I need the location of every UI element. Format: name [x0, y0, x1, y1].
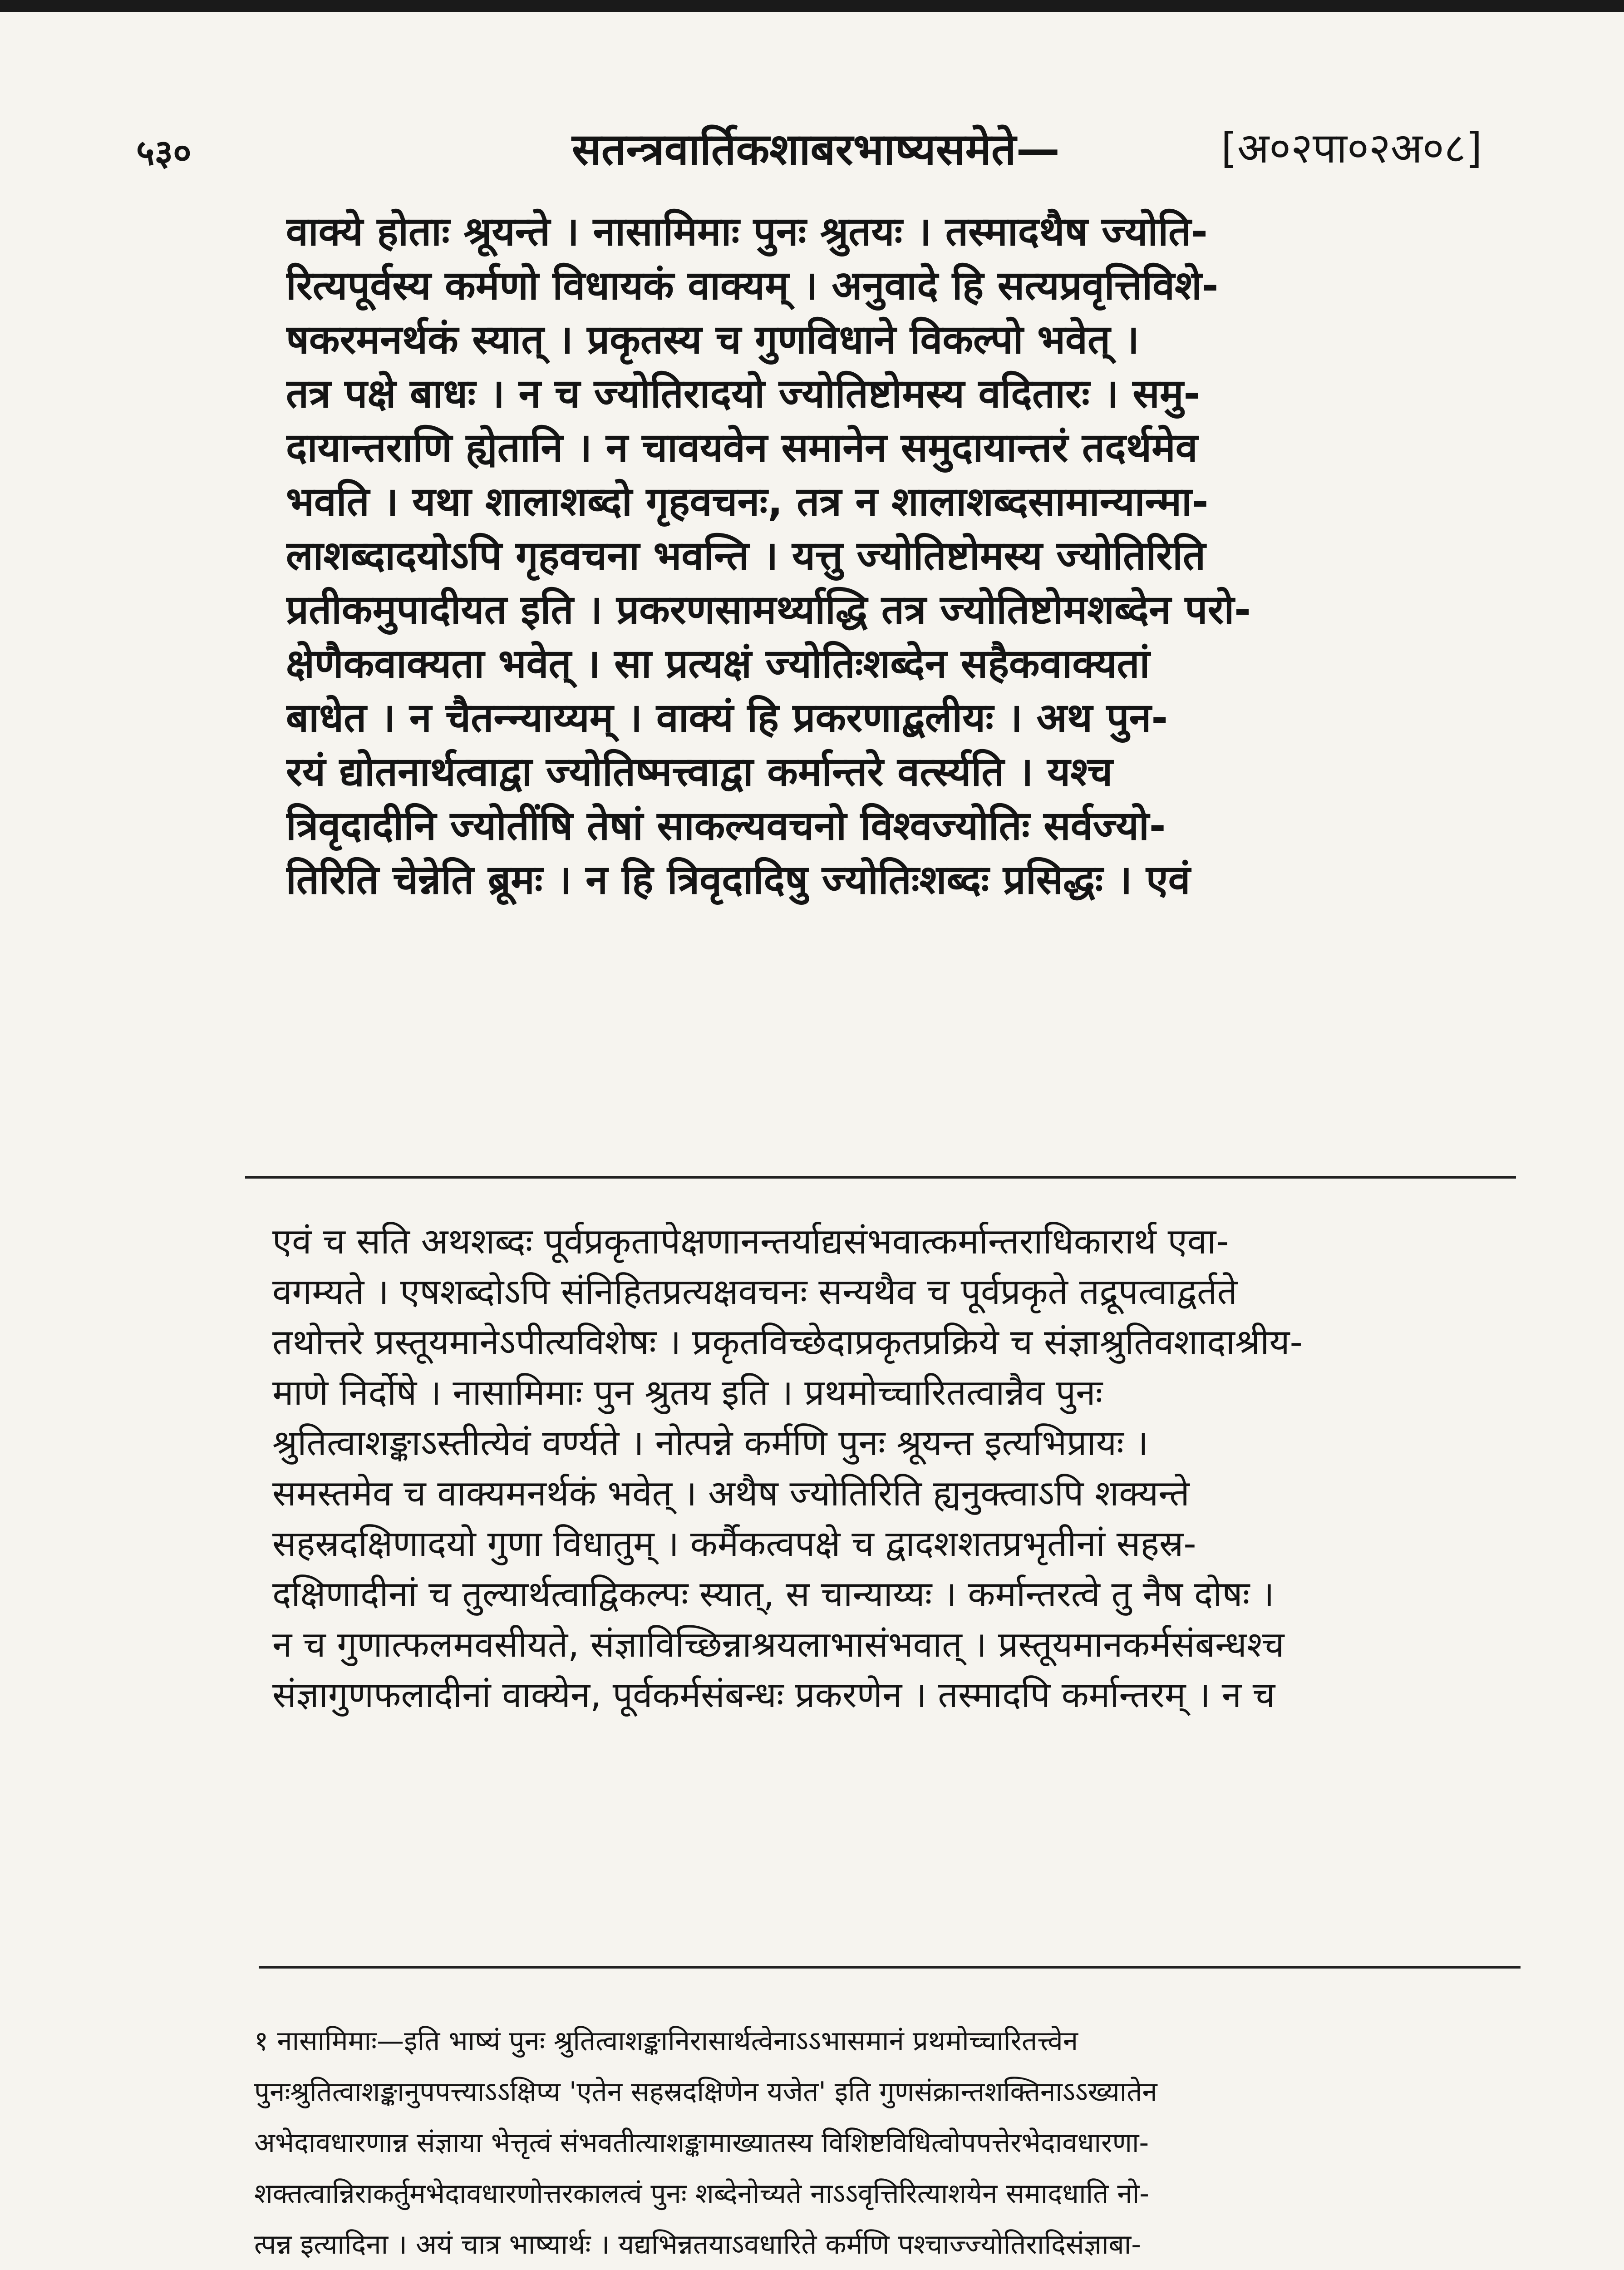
commentary-line: वगम्यते । एषशब्दोऽपि संनिहितप्रत्यक्षवचनः सन्यथैव च पूर्वप्रकृते तद्रूपत्वाद्वर्तते [272, 1272, 1237, 1313]
commentary-line: संज्ञागुणफलादीनां वाक्येन, पूर्वकर्मसंबन्धः प्रकरणेन । तस्मादपि कर्मान्तरम् । न च [272, 1675, 1275, 1716]
running-title: सतन्त्रवार्तिकशाबरभाष्यसमेते— [572, 124, 1060, 175]
commentary-line: न च गुणात्फलमवसीयते, संज्ञाविच्छिन्नाश्रयलाभासंभवात् । प्रस्तूयमानकर्मसंबन्धश्च [272, 1624, 1284, 1665]
commentary-line: माणे निर्दोषे । नासामिमाः पुन श्रुतय इति । प्रथमोच्चारितत्वान्नैव पुनः [272, 1372, 1103, 1413]
commentary-line: दक्षिणादीनां च तुल्यार्थत्वाद्विकल्पः स्यात्, स चान्याय्यः । कर्मान्तरत्वे तु नैष दोषः । [272, 1574, 1275, 1615]
text-line: बाधेत । न चैतन्न्याय्यम् । वाक्यं हि प्रकरणाद्बलीयः । अथ पुन- [286, 694, 1168, 741]
commentary-line: तथोत्तरे प्रस्तूयमानेऽपीत्यविशेषः । प्रकृतविच्छेदाप्रकृतप्रक्रिये च संज्ञाश्रुतिवशादाश्रीय- [272, 1322, 1303, 1363]
top-border-rule [0, 0, 1624, 12]
commentary-line: एवं च सति अथशब्दः पूर्वप्रकृतापेक्षणानन्तर्याद्यसंभवात्कर्मान्तराधिकारार्थ एवा- [272, 1221, 1229, 1262]
footnote-line: त्पन्न इत्यादिना । अयं चात्र भाष्यार्थः । यद्यभिन्नतयाऽवधारिते कर्मणि पश्चाज्ज्योतिरादिसंज्ञाबा- [254, 2229, 1141, 2260]
section-reference: [अ०२पा०२अ०८] [1221, 124, 1482, 173]
commentary-line: सहस्रदक्षिणादयो गुणा विधातुम् । कर्मैकत्वपक्षे च द्वादशशतप्रभृतीनां सहस्र- [272, 1524, 1196, 1564]
text-line: वाक्ये होताः श्रूयन्ते । नासामिमाः पुनः श्रुतयः । तस्मादथैष ज्योति- [286, 208, 1208, 255]
text-line: क्षेणैकवाक्यता भवेत् । सा प्रत्यक्षं ज्योतिःशब्देन सहैकवाक्यतां [286, 640, 1150, 687]
page-header [136, 114, 1534, 182]
text-line: षकरमनर्थकं स्यात् । प्रकृतस्य च गुणविधाने विकल्पो भवेत् । [286, 316, 1140, 363]
footnote-line: १ नासामिमाः—इति भाष्यं पुनः श्रुतित्वाशङ्कानिरासार्थत्वेनाऽऽभासमानं प्रथमोच्चारितत्त्वेन [254, 2025, 1078, 2057]
footnote-line: अभेदावधारणान्न संज्ञाया भेत्तृत्वं संभवतीत्याशङ्कामाख्यातस्य विशिष्टविधित्वोपपत्तेरभेदावधारणा- [254, 2127, 1149, 2159]
footnote-line: शक्तत्वान्निराकर्तुमभेदावधारणोत्तरकालत्वं पुनः शब्देनोच्यते नाऽऽवृत्तिरित्याशयेन समादधाति नो- [254, 2178, 1149, 2210]
text-line: रित्यपूर्वस्य कर्मणो विधायकं वाक्यम् । अनुवादे हि सत्यप्रवृत्तिविशे- [286, 262, 1219, 309]
main-text-block [286, 204, 1530, 907]
text-line: तत्र पक्षे बाधः । न च ज्योतिरादयो ज्योतिष्टोमस्य वदितारः । समु- [286, 370, 1201, 417]
text-line: लाशब्दादयोऽपि गृहवचना भवन्ति । यत्तु ज्योतिष्टोमस्य ज्योतिरिति [286, 532, 1206, 579]
commentary-block [272, 1217, 1534, 1721]
page-number: ५३० [136, 133, 192, 173]
commentary-line: श्रुतित्वाशङ्काऽस्तीत्येवं वर्ण्यते । नोत्पन्ने कर्मणि पुनः श्रूयन्त इत्यभिप्रायः । [272, 1423, 1149, 1464]
text-line: रयं द्योतनार्थत्वाद्वा ज्योतिष्मत्त्वाद्वा कर्मान्तरे वर्त्स्यति । यश्च [286, 748, 1113, 795]
section-divider [245, 1176, 1516, 1179]
text-line: त्रिवृदादीनि ज्योतींषि तेषां साकल्यवचनो विश्वज्योतिः सर्वज्यो- [286, 802, 1166, 849]
footnote-line: पुनःश्रुतित्वाशङ्कानुपपत्त्याऽऽक्षिप्य 'एतेन सहस्रदक्षिणेन यजेत' इति गुणसंक्रान्तशक्तिनाऽऽख्यातेन [254, 2076, 1157, 2108]
text-line: भवति । यथा शालाशब्दो गृहवचनः, तत्र न शालाशब्दसामान्यान्मा- [286, 478, 1209, 525]
text-line: दायान्तराणि ह्येतानि । न चावयवेन समानेन समुदायान्तरं तदर्थमेव [286, 424, 1198, 471]
footnote-divider [259, 1966, 1521, 1969]
text-line: प्रतीकमुपादीयत इति । प्रकरणसामर्थ्याद्धि तत्र ज्योतिष्टोमशब्देन परो- [286, 586, 1251, 633]
text-line: तिरिति चेन्नेति ब्रूमः । न हि त्रिवृदादिषु ज्योतिःशब्दः प्रसिद्धः । एवं [286, 856, 1191, 903]
footnote-block [254, 2016, 1534, 2270]
commentary-line: समस्तमेव च वाक्यमनर्थकं भवेत् । अथैष ज्योतिरिति ह्यनुक्त्वाऽपि शक्यन्ते [272, 1473, 1190, 1514]
